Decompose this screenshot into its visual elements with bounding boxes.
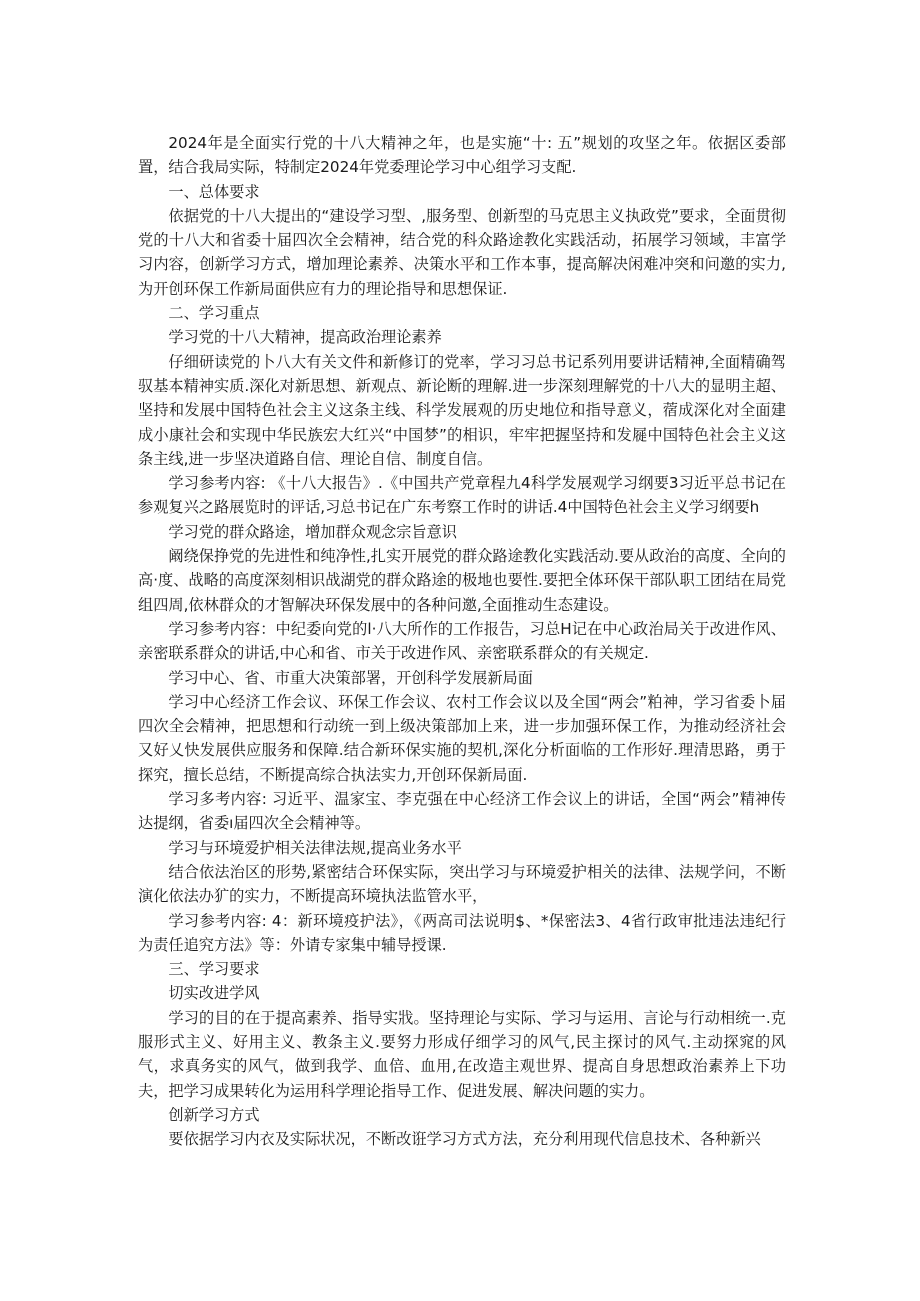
reference-paragraph: 学习多考内容: 习近平、温家宝、李克强在中心经济工作会议上的讲话，全国“两会”精神传达提纲，省委ı届四次全会精神等。 — [138, 790, 786, 833]
subheading-innovate-study-methods: 创新学习方式 — [168, 1105, 260, 1124]
subheading-mass-line: 学习党的群众路途，增加群众观念宗旨意识 — [168, 522, 457, 541]
subheading-congress-spirit: 学习党的十八大精神，提高政治理论素养 — [168, 328, 442, 347]
body-paragraph: 学习的目的在于提高素养、指导实戕。坚持理论与实际、学习与运用、言论与行动相统一.克服形式主义、好用主义、教条主义.要努力形成仔细学习的风气,民主探讨的风气.主动探窕的风气，求真务实的风气，做到我学、血倍、血用,在改造主观世界、提高自身思想政治素养上下功夫，把学习成果转化为运用科学理论指导工作、促进发展、解决问题的实力。 — [138, 1008, 786, 1100]
document-body — [138, 131, 786, 1151]
reference-paragraph: 学习参考内容: 《十八大报告》.《中国共产党章程九4科学发展观学习纲要3习近平总书记在参观复兴之路展览时的评话,习总书记在广东考察工作时的讲话.4中国特色社会主义学习纲要h — [138, 474, 786, 517]
body-paragraph: 阚绕保挣党的先进性和纯净性,扎实开展党的群众路途教化实践活动.要从政治的高度、全向的高·度、战略的高度深刻相识战湖党的群众路途的极地也要性.要把全体环保干部队职工团结在局党组四周,依林群众的才智解决环保发展中的各种问邀,全面推动生态建设。 — [138, 547, 786, 614]
reference-paragraph: 学习参考内容: 4：新环境疫护法》，《两高司法说明$、*保密法3、4省行政审批违法违纪行为责任追究方法》等：外请专家集中辅导授课. — [138, 911, 786, 954]
reference-paragraph: 学习参考内容：中纪委向党的l·八大所作的工作报告，习总H记在中心政治局关于改进作风、亲密联系群众的讲话,中心和省、市关于改进作风、亲密联系群众的有关规定. — [138, 619, 786, 663]
subheading-improve-study-style: 切实改进学风 — [168, 984, 260, 1003]
section-heading-study-focus: 二、学习重点 — [168, 304, 260, 323]
intro-paragraph: 2024年是全面实行党的十八大精神之年，也是实施“十: 五”规划的攻坚之年。依据区委部置，结合我局实际，特制定2024年党委理论学习中心组学习支配. — [138, 134, 786, 177]
subheading-environmental-law: 学习与环境爱护相关法律法规,提高业务水平 — [168, 838, 462, 857]
section-heading-study-requirements: 三、学习要求 — [168, 960, 260, 979]
body-paragraph: 学习中心经济工作会议、环保工作会议、农村工作会议以及全国“两会”粕神，学习省委卜届四次全会精神，把思想和行动统一到上级决策部加上来，进一步加强环保工作，为推动经济社会又好乂快发展供应服务和保障.结合新环保实施的契机,深化分析面临的工作形好.理清思路，勇于探究，擅长总结，不断提高综合执法实力,开创环保新局面. — [138, 692, 786, 784]
section-heading-general-requirements: 一、总体要求 — [168, 182, 260, 201]
body-paragraph: 仔细研读党的卜八大有关文件和新修订的党率，学习习总书记系列用要讲话精神,全面精确驾驭基本精神实质.深化对新思想、新观点、新论断的理解.进一步深刻理解党的十八大的显明主超、坚持和发展中国特色社会主义这条主线、科学发展观的历史地位和指导意义，蓿成深化对全面建成小康社会和实现中华民族宏大红兴“中国梦”的相识，牢牢把握坚持和发屣中国特色社会主义这条主线,进一步坚决道路自信、理论自信、制度自信。 — [138, 352, 786, 468]
body-paragraph: 结合依法治区的形势,紧密结合环保实际，突出学习与环境爱护相关的法律、法规学问，不断演化依法办犷的实力，不断提高环境执法监管水平， — [138, 862, 786, 906]
body-paragraph: 依据党的十八大提出的“建设学习型、,服务型、创新型的马克思主义执政党”要求，全面贯彻党的十八大和省委十届四次全会精神，结合党的科众路途教化实践活动，拓展学习领域，丰富学习内容，创新学习方式，增加理论素养、决策水平和工作本事，提高解决闲难冲突和问邀的实力,为开创环保工作新局面供应有力的理论指导和思想保证. — [138, 206, 786, 298]
subheading-major-decisions: 学习中心、省、市重大决策部署，开创科学发展新局面 — [168, 668, 533, 687]
body-paragraph: 要依据学习内衣及实际状况，不断改诳学习方式方法，充分利用现代信息技术、各种新兴 — [168, 1130, 761, 1149]
